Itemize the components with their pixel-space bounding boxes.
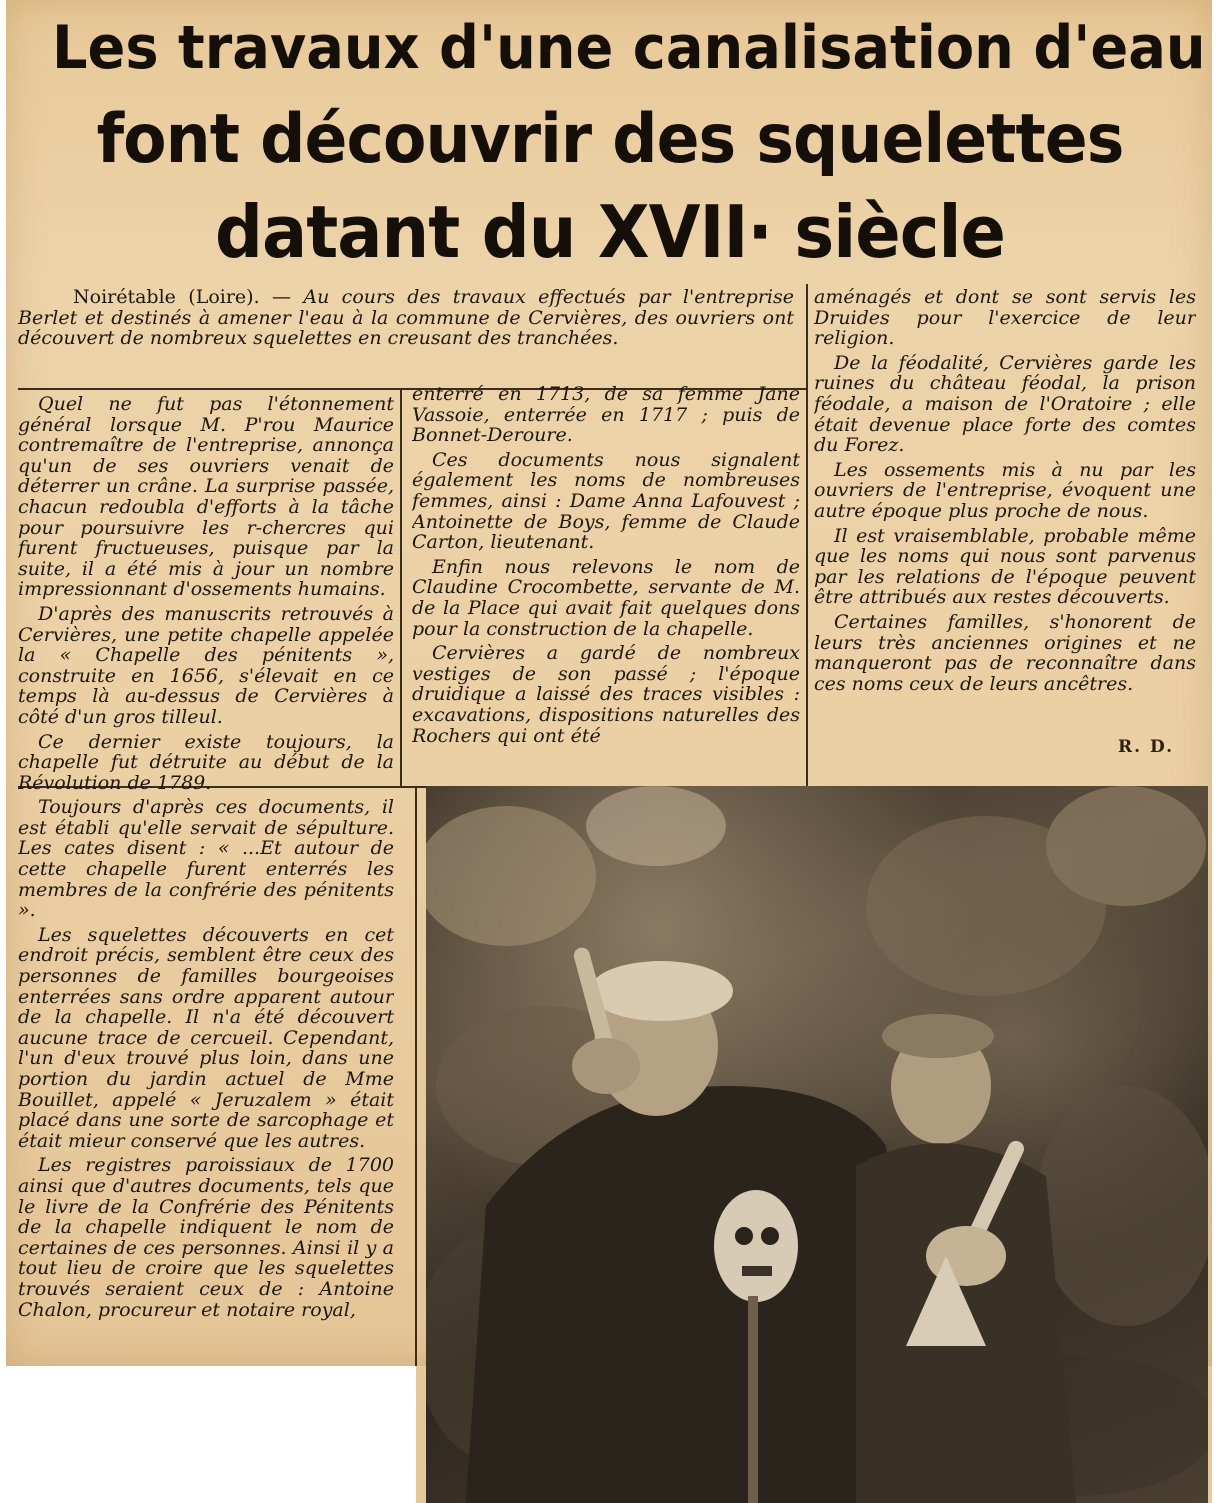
paragraph: Quel ne fut pas l'étonnement général lorsque M. P'rou Maurice contremaître de l'entreprise, annonça qu'un de ses ouvriers venait de déterrer un crâne. La surprise passée, chacun redoubla d'efforts à la tâche pour poursuivre les r-chercres qui furent fructueuses, puisque par la suite, il a été mis à jour un nombre impressionnant d'ossements humains. xyxy=(18,394,394,601)
photo-illustration xyxy=(426,786,1208,1503)
headline-line-1: Les travaux d'une canalisation d'eau xyxy=(52,13,1206,83)
paragraph: Les squelettes découverts en cet endroit précis, semblent être ceux des personnes de familles bourgeoises enterrées sans ordre apparent autour de la chapelle. Il n'a été découvert aucune trace de cercueil. Cependant, l'un d'eux trouvé plus loin, dans une portion du jardin actuel de Mme Bouillet, appelé « Jeruzalem » était placé dans une sorte de sarcophage et était mieur conservé que les autres. xyxy=(18,923,394,1152)
article-column-2 xyxy=(412,384,800,782)
headline-line-3: datant du XVII· siècle xyxy=(214,190,1006,274)
paragraph: Les ossements mis à nu par les ouvriers de l'entreprise, évoquent une autre époque plus proche de nous. xyxy=(814,458,1196,522)
paragraph: De la féodalité, Cervières garde les ruines du château féodal, la prison féodale, a maison de l'Oratoire ; elle était devenue place forte des comtes du Forez. xyxy=(814,351,1196,457)
paragraph: Ces documents nous signalent également les noms de nombreuses femmes, ainsi : Dame Anna Lafouvest ; Antoinette de Boys, femme de Claude Carton, lieutenant. xyxy=(412,448,800,554)
column-divider-3 xyxy=(415,786,417,1366)
paragraph: Ce dernier existe toujours, la chapelle fut détruite au début de la Révolution de 1789. xyxy=(18,730,394,794)
author-signature: R. D. xyxy=(1118,737,1175,757)
paragraph: Les registres paroissiaux de 1700 ainsi que d'autres documents, tels que le livre de la Confrérie des Pénitents de la chapelle indiquent le nom de certaines de ces personnes. Ainsi il y a tout lieu de croire que les squelettes trouvés seraient ceux de : Antoine Chalon, procureur et notaire royal, xyxy=(18,1154,394,1321)
paragraph: Enfin nous relevons le nom de Claudine Crocombette, servante de M. de la Place qui avait fait quelques dons pour la construction de la chapelle. xyxy=(412,555,800,640)
paragraph: enterré en 1713, de sa femme Jane Vassoie, enterrée en 1717 ; puis de Bonnet-Deroure. xyxy=(412,384,800,447)
lead-paragraph xyxy=(18,287,794,349)
paragraph: Toujours d'après ces documents, il est établi qu'elle servait de sépulture. Les cates disent : « ...Et autour de cette chapelle furent enterrés les membres de la confrérie des pénitents ». xyxy=(18,796,394,922)
paragraph: Certaines familles, s'honorent de leurs très anciennes origines et ne manqueront pas de reconnaître dans ces noms ceux de leurs ancêtres. xyxy=(814,610,1196,695)
column-divider-1 xyxy=(400,388,402,786)
column-divider-2 xyxy=(806,284,808,786)
article-column-3 xyxy=(814,287,1196,735)
paragraph: D'après des manuscrits retrouvés à Cervières, une petite chapelle appelée la « Chapelle des pénitents », construite en 1656, s'élevait en ce temps là au-dessus de Cervières à côté d'un gros tilleul. xyxy=(18,602,394,728)
dateline: Noirétable (Loire). — xyxy=(73,286,291,308)
paragraph: Cervières a gardé de nombreux vestiges de son passé ; l'époque druidique a laissé des traces visibles : excavations, dispositions naturelles des Rochers qui ont été xyxy=(412,642,800,747)
press-photo xyxy=(426,786,1208,1503)
lead-text: Au cours des travaux effectués par l'entreprise Berlet et destinés à amener l'eau à la commune de Cervières, des ouvriers ont découvert de nombreux squelettes en creusant des tranchées. xyxy=(18,286,794,350)
paragraph: Il est vraisemblable, probable même que les noms qui nous sont parvenus par les relations de l'époque peuvent être attribués aux restes découverts. xyxy=(814,524,1196,609)
headline xyxy=(10,2,1210,278)
headline-line-2: font découvrir des squelettes xyxy=(96,100,1124,179)
paragraph: aménagés et dont se sont servis les Druides pour l'exercice de leur religion. xyxy=(814,287,1196,350)
article-column-1 xyxy=(18,394,394,1364)
